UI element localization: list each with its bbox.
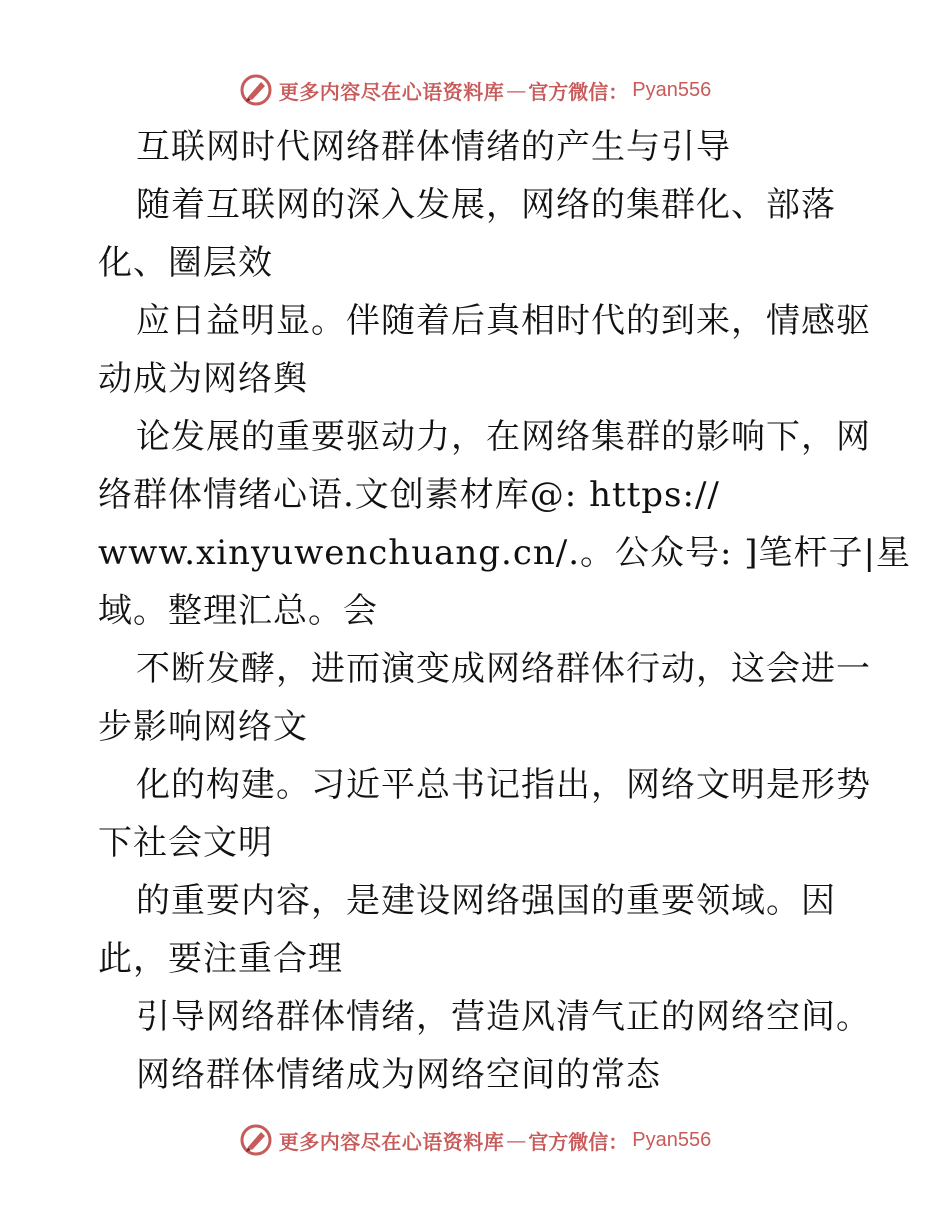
doc-line: 化、圈层效 [98,243,273,283]
doc-line: 动成为网络舆 [98,359,308,399]
doc-line: 域。整理汇总。会 [98,591,378,631]
header-banner [0,70,950,110]
banner-slogan: 更多内容尽在心语资料库 [278,79,505,104]
document-body [98,118,912,1104]
doc-title: 互联网时代网络群体情绪的产生与引导 [136,127,731,167]
doc-line: 不断发酵，进而演变成网络群体行动，这会进一 [136,649,871,689]
doc-line: 论发展的重要驱动力，在网络集群的影响下，网 [136,417,871,457]
pen-logo-icon [239,73,273,107]
doc-line: 化的构建。习近平总书记指出，网络文明是形势 [136,765,871,805]
banner-slogan: 更多内容尽在心语资料库 [278,1129,505,1154]
doc-line: 步影响网络文 [98,707,308,747]
banner-wechat-id: Pyan556 [632,78,712,101]
footer-banner [0,1120,950,1160]
doc-line: 引导网络群体情绪，营造风清气正的网络空间。 [136,997,871,1037]
banner-separator: — [506,78,527,102]
doc-line: 随着互联网的深入发展，网络的集群化、部落 [136,185,836,225]
banner-separator: — [506,1128,527,1152]
doc-line: 应日益明显。伴随着后真相时代的到来，情感驱 [136,301,871,341]
doc-line: 的重要内容，是建设网络强国的重要领域。因 [136,881,836,921]
banner-wechat-label: 官方微信： [528,79,629,104]
doc-line: 此，要注重合理 [98,939,343,979]
doc-line: 下社会文明 [98,823,273,863]
doc-line: www.xinyuwenchuang.cn/.。公众号: ]笔杆子|星 [98,533,912,573]
doc-line: 络群体情绪心语.文创素材库@: https:// [98,475,720,515]
doc-line: 网络群体情绪成为网络空间的常态 [136,1055,661,1095]
banner-wechat-label: 官方微信： [528,1129,629,1154]
banner-wechat-id: Pyan556 [632,1128,712,1151]
pen-logo-icon [239,1123,273,1157]
